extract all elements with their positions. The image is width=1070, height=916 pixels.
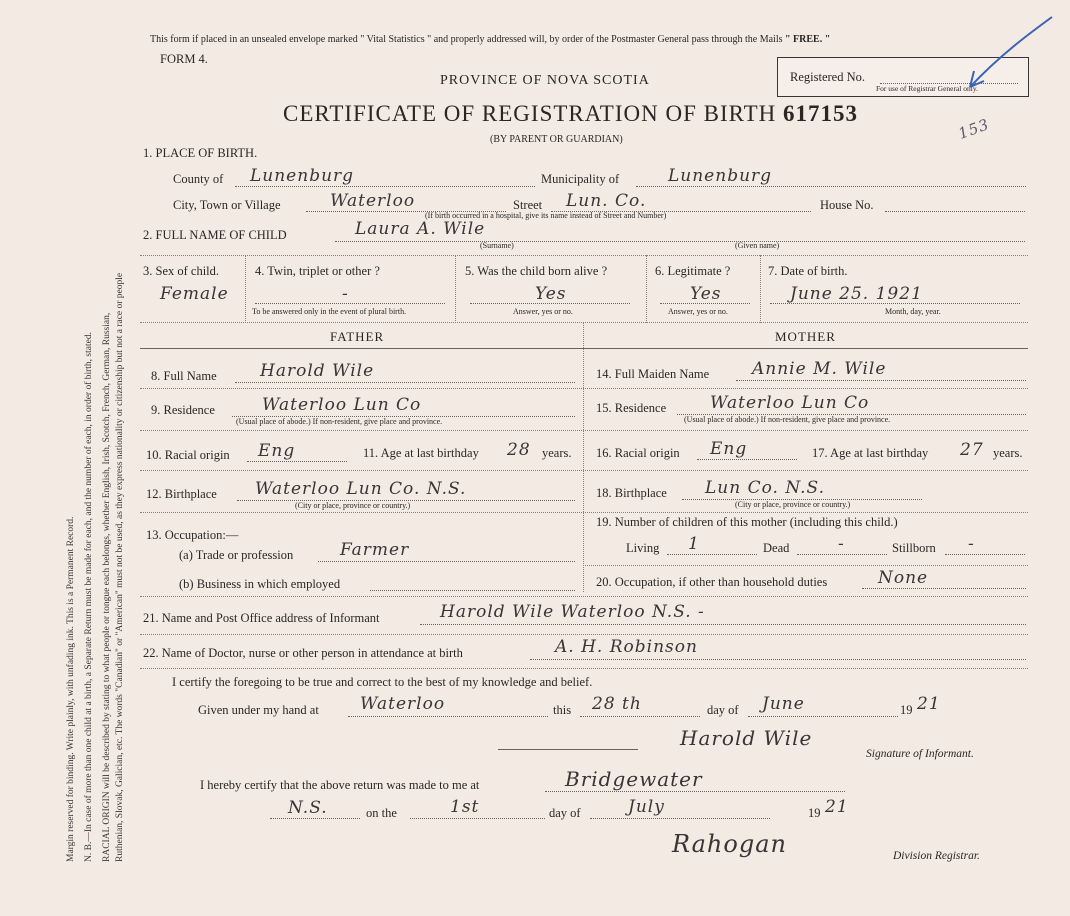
registrar-year-prefix: 19	[808, 806, 821, 820]
mother-name-value: Annie M. Wile	[752, 359, 887, 379]
certificate-title-text: CERTIFICATE OF REGISTRATION OF BIRTH	[283, 101, 777, 126]
mother-birthplace-value: Lun Co. N.S.	[705, 478, 825, 498]
child-name-label: 2. FULL NAME OF CHILD	[143, 228, 287, 242]
given-label: Given under my hand at	[198, 703, 319, 717]
father-name-label: 8. Full Name	[151, 369, 217, 383]
given-year-value: 21	[917, 694, 941, 714]
municipality-value: Lunenburg	[668, 166, 773, 186]
registered-note: For use of Registrar General only.	[876, 84, 978, 93]
father-trade-value: Farmer	[340, 540, 410, 560]
living-label: Living	[626, 541, 660, 555]
father-age-label: 11. Age at last birthday	[363, 446, 479, 460]
registrar-on-label: on the	[366, 806, 397, 820]
informant-signature-label: Signature of Informant.	[866, 748, 974, 760]
mother-residence-note: (Usual place of abode.) If non-resident, give place and province.	[684, 415, 891, 424]
father-heading: FATHER	[330, 329, 385, 344]
margin-note-3: RACIAL ORIGIN will be described by stating to what people or tongue each belongs, whether English, Irish, Scotch, French, German, Russian,	[102, 312, 112, 862]
alive-note: Answer, yes or no.	[513, 307, 573, 316]
given-month-value: June	[762, 694, 805, 714]
sex-label: 3. Sex of child.	[143, 264, 220, 278]
father-residence-label: 9. Residence	[151, 403, 215, 417]
sex-value: Female	[160, 284, 229, 304]
mail-notice-text: This form if placed in an unsealed envelope marked " Vital Statistics " and properly addressed will, by order of the Postmaster General pass through the Mails	[150, 34, 783, 45]
mother-birthplace-label: 18. Birthplace	[596, 486, 667, 500]
mother-occupation-value: None	[878, 568, 929, 588]
given-this-label: this	[553, 703, 572, 717]
dead-label: Dead	[763, 541, 790, 555]
registrar-month-value: July	[628, 797, 665, 817]
twin-value: -	[342, 284, 349, 304]
doctor-label: 22. Name of Doctor, nurse or other person in attendance at birth	[143, 646, 463, 660]
county-value: Lunenburg	[250, 166, 355, 186]
father-occupation-label: 13. Occupation:—	[146, 528, 239, 542]
father-residence-note: (Usual place of abode.) If non-resident, give place and province.	[236, 417, 443, 426]
stillborn-value: -	[968, 534, 975, 554]
mother-residence-label: 15. Residence	[596, 401, 667, 415]
mother-children-label: 19. Number of children of this mother (including this child.)	[596, 515, 898, 529]
living-value: 1	[688, 534, 700, 554]
certificate-subtitle: (BY PARENT OR GUARDIAN)	[490, 134, 623, 145]
stamp-number: 153	[955, 115, 992, 143]
province-heading: PROVINCE OF NOVA SCOTIA	[440, 73, 650, 88]
given-place-value: Waterloo	[360, 694, 446, 714]
father-trade-label: (a) Trade or profession	[179, 548, 294, 562]
mother-name-label: 14. Full Maiden Name	[596, 367, 710, 381]
mother-age-years: years.	[993, 446, 1023, 460]
mail-notice-free: " FREE. "	[785, 34, 831, 45]
checkmark-arrow-icon	[960, 15, 1055, 90]
registrar-dayof-label: day of	[549, 806, 581, 820]
given-name-note: (Given name)	[735, 241, 780, 250]
father-age-years: years.	[542, 446, 572, 460]
hospital-note: (If birth occurred in a hospital, give its name instead of Street and Number)	[425, 211, 667, 220]
alive-value: Yes	[535, 284, 567, 304]
given-day-value: 28 th	[592, 694, 642, 714]
alive-label: 5. Was the child born alive ?	[465, 264, 608, 278]
birth-date-note: Month, day, year.	[885, 307, 941, 316]
stillborn-label: Stillborn	[892, 541, 936, 555]
mother-occupation-label: 20. Occupation, if other than household duties	[596, 575, 828, 589]
dead-value: -	[838, 534, 845, 554]
city-label: City, Town or Village	[173, 198, 281, 212]
twin-note: To be answered only in the event of plural birth.	[252, 307, 407, 316]
given-dayof-label: day of	[707, 703, 739, 717]
legitimate-value: Yes	[690, 284, 722, 304]
county-label: County of	[173, 172, 224, 186]
mother-race-label: 16. Racial origin	[596, 446, 680, 460]
father-business-label: (b) Business in which employed	[179, 577, 341, 591]
informant-value: Harold Wile Waterloo N.S. -	[440, 602, 705, 622]
father-residence-value: Waterloo Lun Co	[262, 395, 422, 415]
form-number: FORM 4.	[160, 52, 208, 66]
registrar-place-value: Bridgewater	[565, 767, 703, 791]
father-birthplace-value: Waterloo Lun Co. N.S.	[255, 479, 467, 499]
certificate-title	[283, 101, 858, 127]
house-label: House No.	[820, 198, 874, 212]
place-heading: 1. PLACE OF BIRTH.	[143, 146, 258, 160]
registrar-province-value: N.S.	[288, 798, 328, 818]
birth-date-label: 7. Date of birth.	[768, 264, 848, 278]
father-race-label: 10. Racial origin	[146, 448, 230, 462]
mother-residence-value: Waterloo Lun Co	[710, 393, 870, 413]
registered-label: Registered No.	[790, 70, 865, 84]
father-race-value: Eng	[258, 441, 296, 461]
mail-notice	[150, 34, 830, 45]
legitimate-note: Answer, yes or no.	[668, 307, 728, 316]
birth-date-value: June 25. 1921	[790, 284, 923, 304]
registrar-statement: I hereby certify that the above return was made to me at	[200, 778, 480, 792]
registrar-day-value: 1st	[450, 797, 480, 817]
city-value: Waterloo	[330, 191, 416, 211]
doctor-value: A. H. Robinson	[555, 637, 698, 657]
father-name-value: Harold Wile	[260, 361, 375, 381]
municipality-label: Municipality of	[541, 172, 620, 186]
father-age-value: 28	[507, 440, 531, 460]
margin-note-4: Ruthenian, Slovak, Galician, etc. The words "Canadian" or "American" must not be used, as they express nationality or citizenship but not a race or people	[115, 272, 125, 862]
legitimate-label: 6. Legitimate ?	[655, 264, 731, 278]
given-year-prefix: 19	[900, 703, 913, 717]
street-label: Street	[513, 198, 543, 212]
twin-label: 4. Twin, triplet or other ?	[255, 264, 380, 278]
informant-signature: Harold Wile	[680, 726, 813, 750]
mother-heading: MOTHER	[775, 329, 836, 344]
registrar-year-value: 21	[825, 797, 849, 817]
mother-birthplace-note: (City or place, province or country.)	[735, 500, 851, 509]
father-birthplace-label: 12. Birthplace	[146, 487, 217, 501]
certificate-number: 617153	[783, 101, 859, 126]
street-value: Lun. Co.	[566, 191, 647, 211]
registrar-role-label: Division Registrar.	[893, 850, 980, 862]
informant-label: 21. Name and Post Office address of Informant	[143, 611, 380, 625]
certify-statement: I certify the foregoing to be true and correct to the best of my knowledge and belief.	[172, 675, 593, 689]
margin-note-2: N. B.—In case of more than one child at a birth, a Separate Return must be made for each, and the number of each, in order of birth, stated.	[84, 332, 94, 862]
margin-note-1: Margin reserved for binding. Write plainly, with unfading ink. This is a Permanent Record.	[66, 516, 76, 862]
mother-race-value: Eng	[710, 439, 748, 459]
mother-age-label: 17. Age at last birthday	[812, 446, 929, 460]
mother-age-value: 27	[960, 440, 984, 460]
surname-note: (Surname)	[480, 241, 514, 250]
child-name-value: Laura A. Wile	[355, 219, 486, 239]
registrar-signature: Rahogan	[672, 830, 787, 858]
father-birthplace-note: (City or place, province or country.)	[295, 501, 411, 510]
